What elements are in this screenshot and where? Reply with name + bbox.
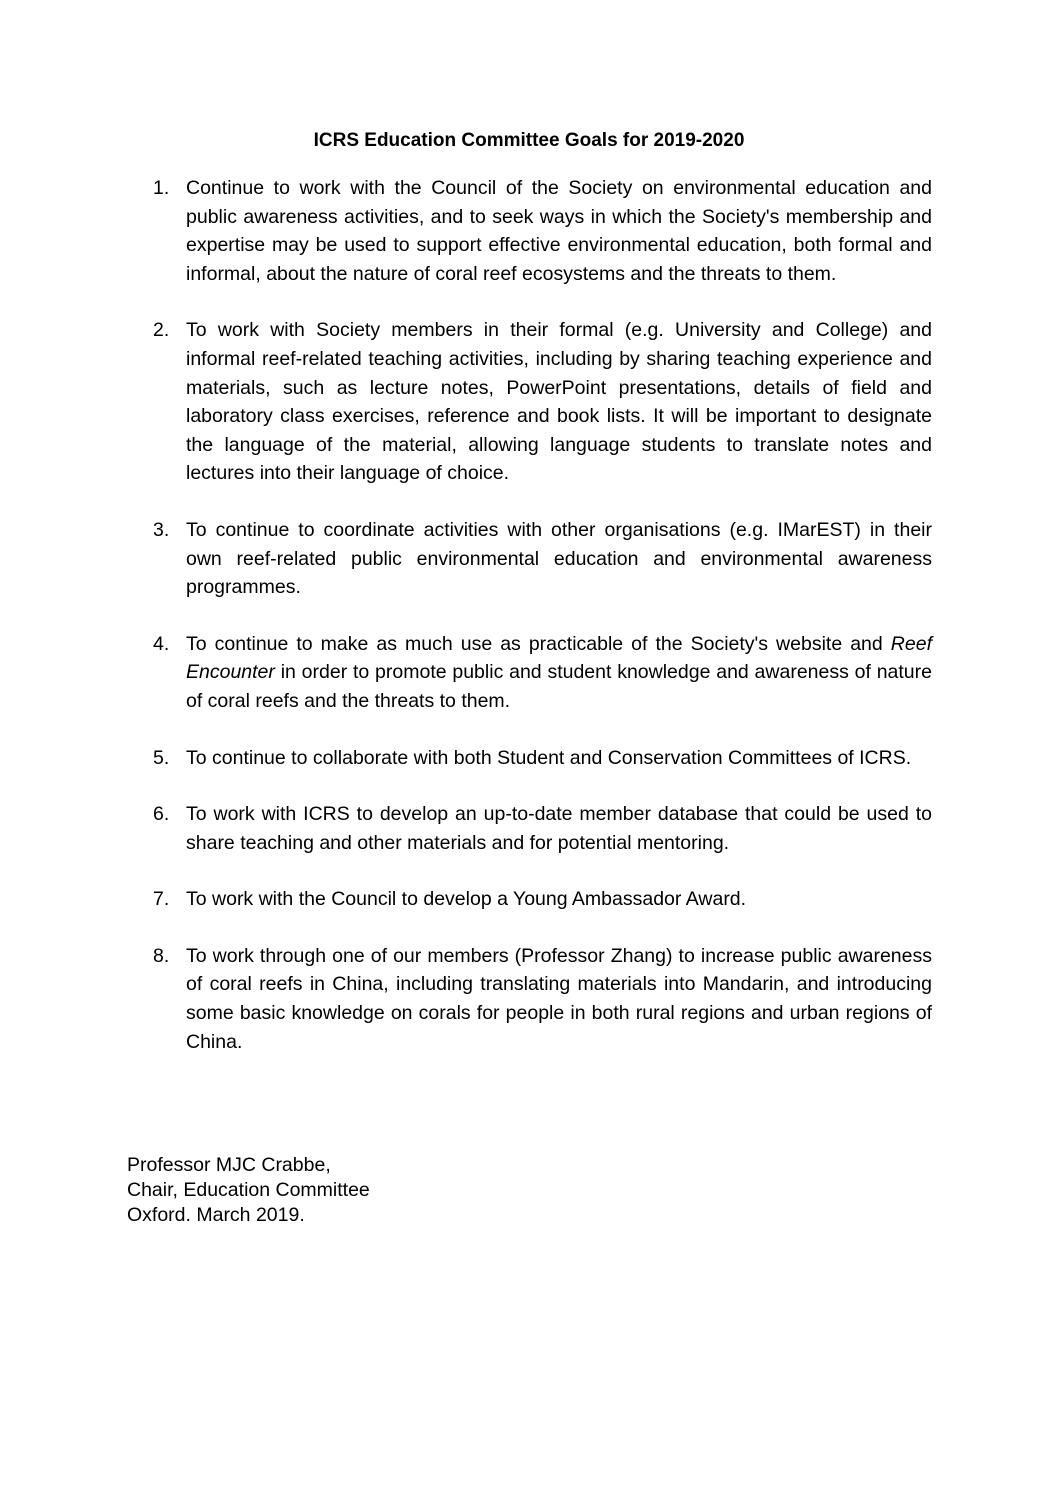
goal-item-8	[148, 942, 932, 1056]
signatory-name: Professor MJC Crabbe,	[127, 1154, 331, 1176]
goal-number: 3.	[153, 518, 170, 541]
goal-item-1	[148, 174, 932, 288]
signatory-role: Chair, Education Committee	[127, 1179, 370, 1201]
goal-text-part: To continue to make as much use as practicable of the Society's website and	[186, 632, 883, 655]
goal-number: 8.	[153, 944, 170, 967]
document-title: ICRS Education Committee Goals for 2019-2020	[313, 130, 745, 151]
goal-number: 5.	[153, 746, 170, 769]
goal-number: 1.	[153, 177, 170, 199]
goal-text: To continue to coordinate activities with other organisations (e.g. IMarEST) in their own reef-related public environmental education and environmental awareness programmes.	[186, 518, 932, 599]
goal-number: 4.	[153, 632, 170, 655]
goal-item-4	[148, 630, 932, 716]
goal-text-part: in order to promote public and student knowledge and awareness of nature of coral reefs and the threats to them.	[186, 661, 932, 712]
goal-item-6	[148, 800, 932, 857]
goal-text: To work with the Council to develop a Young Ambassador Award.	[186, 888, 747, 911]
goal-text: To work with ICRS to develop an up-to-date member database that could be used to share teaching and other materials and for potential mentoring.	[186, 803, 932, 854]
goals-list	[148, 174, 932, 1084]
publication-title: Reef Encounter	[186, 632, 932, 684]
goal-number: 7.	[153, 888, 170, 911]
goal-number: 2.	[153, 319, 170, 342]
goal-text: To continue to collaborate with both Student and Conservation Committees of ICRS.	[186, 746, 912, 769]
goal-item-2	[148, 316, 932, 488]
signature-place-date: Oxford. March 2019.	[127, 1204, 305, 1226]
goal-number: 6.	[153, 803, 170, 826]
goal-text: To work with Society members in their formal (e.g. University and College) and informal reef-related teaching activities, including by sharing teaching experience and materials, such as lecture notes, PowerPoint presentations, details of field and laboratory class exercises, reference and book lists. It will be important to designate the language of the material, allowing language students to translate notes and lectures into their language of choice.	[186, 319, 932, 485]
goal-item-5	[148, 744, 932, 773]
goal-text: To work through one of our members (Professor Zhang) to increase public awareness of coral reefs in China, including translating materials into Mandarin, and introducing some basic knowledge on corals for people in both rural regions and urban regions of China.	[186, 944, 932, 1053]
goal-text	[186, 630, 932, 716]
goal-item-3	[148, 516, 932, 602]
goal-text: Continue to work with the Council of the Society on environmental education and public awareness activities, and to seek ways in which the Society's membership and expertise may be used to support effective environmental education, both formal and informal, about the nature of coral reef ecosystems and the threats to them.	[186, 177, 932, 285]
goal-item-7	[148, 885, 932, 914]
signature-block	[127, 1153, 370, 1228]
